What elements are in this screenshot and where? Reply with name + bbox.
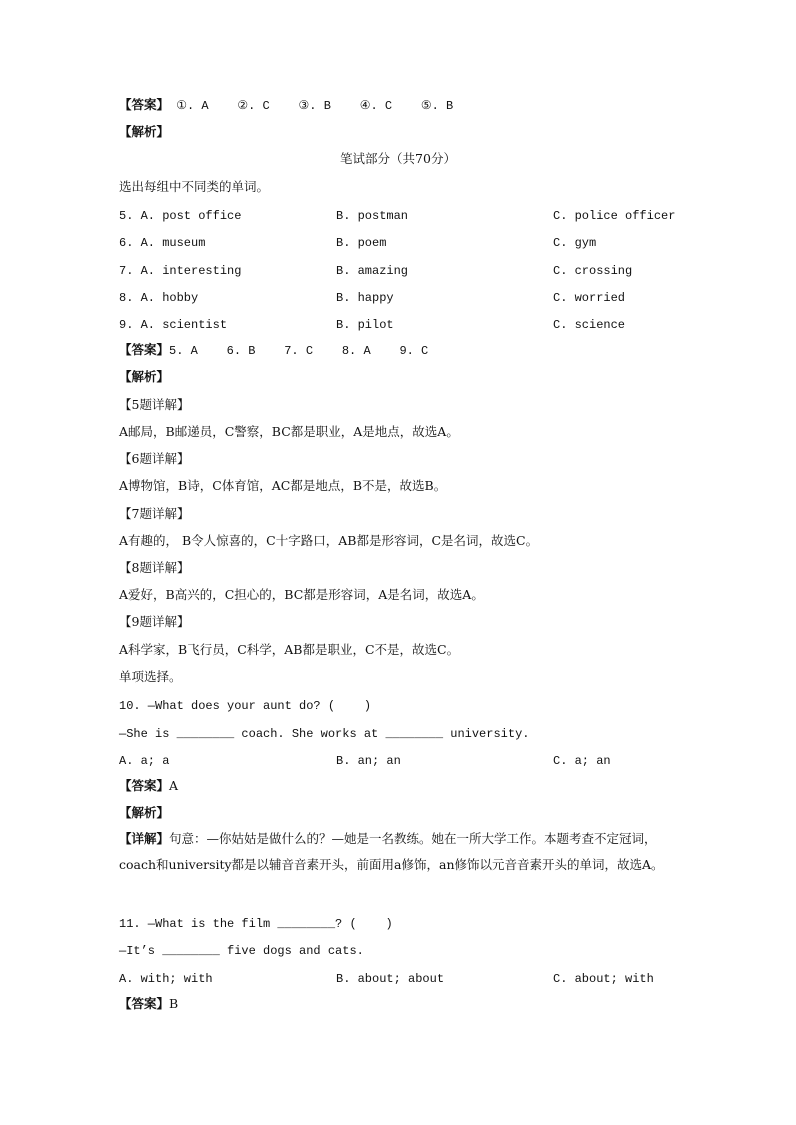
detail-5-title: 【5题详解】 [119, 397, 190, 412]
detail-9-text: A科学家，B飞行员，C科学，AB都是职业，C不是，故选C。 [119, 642, 460, 657]
answer-text: ①. A ②. C ③. B ④. C ⑤. B [169, 99, 454, 113]
detail-8-text: A爱好，B高兴的，C担心的，BC都是形容词，A是名词，故选A。 [119, 587, 484, 602]
answer-label: 【答案】 [119, 342, 170, 357]
q5-option-a: 5. A. post office [119, 209, 242, 223]
q10-option-a: A. a; a [119, 754, 170, 768]
answer-5-9-line [119, 342, 428, 359]
detail-9-title: 【9题详解】 [119, 614, 190, 629]
detail-10-paragraph [119, 826, 679, 878]
q11-stem-line1: 11. —What is the film ________? ( ) [119, 917, 393, 931]
q11-option-b: B. about; about [336, 972, 445, 986]
q10-stem-line2: —She is ________ coach. She works at ________ university. [119, 727, 530, 741]
answer-11-line [119, 996, 178, 1012]
q5-option-b: B. postman [336, 209, 409, 223]
detail-6-text: A博物馆，B诗，C体育馆，AC都是地点，B不是，故选B。 [119, 478, 447, 493]
q10-stem-line1: 10. —What does your aunt do? ( ) [119, 699, 372, 713]
q9-option-b: B. pilot [336, 318, 394, 332]
answer-label: 【答案】 [119, 778, 170, 793]
q11-option-c: C. about; with [553, 972, 654, 986]
q6-option-b: B. poem [336, 236, 387, 250]
detail-7-title: 【7题详解】 [119, 506, 190, 521]
section-title: 笔试部分（共70分） [340, 151, 456, 166]
answer-label: 【答案】 [119, 97, 170, 112]
q7-option-b: B. amazing [336, 264, 409, 278]
answer-top-line [119, 97, 453, 114]
q8-option-c: C. worried [553, 291, 626, 305]
q8-option-b: B. happy [336, 291, 394, 305]
q7-option-a: 7. A. interesting [119, 264, 242, 278]
detail-7-text: A有趣的， B令人惊喜的，C十字路口，AB都是形容词，C是名词，故选C。 [119, 533, 539, 548]
answer-label: 【答案】 [119, 996, 170, 1011]
q11-option-a: A. with; with [119, 972, 213, 986]
detail-label: 【详解】 [119, 831, 170, 846]
q10-option-b: B. an; an [336, 754, 401, 768]
q7-option-c: C. crossing [553, 264, 633, 278]
answer-text: 5. A 6. B 7. C 8. A 9. C [169, 344, 429, 358]
answer-text: A [169, 778, 179, 793]
q9-option-a: 9. A. scientist [119, 318, 228, 332]
instruction-odd-one-out: 选出每组中不同类的单词。 [119, 179, 270, 194]
analysis-label: 【解析】 [119, 805, 170, 820]
analysis-label: 【解析】 [119, 124, 170, 139]
q10-option-c: C. a; an [553, 754, 611, 768]
q6-option-a: 6. A. museum [119, 236, 206, 250]
detail-6-title: 【6题详解】 [119, 451, 190, 466]
instruction-single-choice: 单项选择。 [119, 669, 182, 684]
q6-option-c: C. gym [553, 236, 597, 250]
analysis-label: 【解析】 [119, 369, 170, 384]
q5-option-c: C. police officer [553, 209, 676, 223]
answer-text: B [169, 996, 179, 1011]
detail-10-text: 句意：—你姑姑是做什么的？—她是一名教练。她在一所大学工作。本题考查不定冠词，coach和university都是以辅音音素开头，前面用a修饰，an修饰以元音音素开头的单词，故选A。 [119, 831, 664, 872]
q11-stem-line2: —It’s ________ five dogs and cats. [119, 944, 364, 958]
q9-option-c: C. science [553, 318, 626, 332]
detail-8-title: 【8题详解】 [119, 560, 190, 575]
detail-5-text: A邮局，B邮递员，C警察，BC都是职业，A是地点，故选A。 [119, 424, 459, 439]
answer-10-line [119, 778, 178, 794]
q8-option-a: 8. A. hobby [119, 291, 199, 305]
